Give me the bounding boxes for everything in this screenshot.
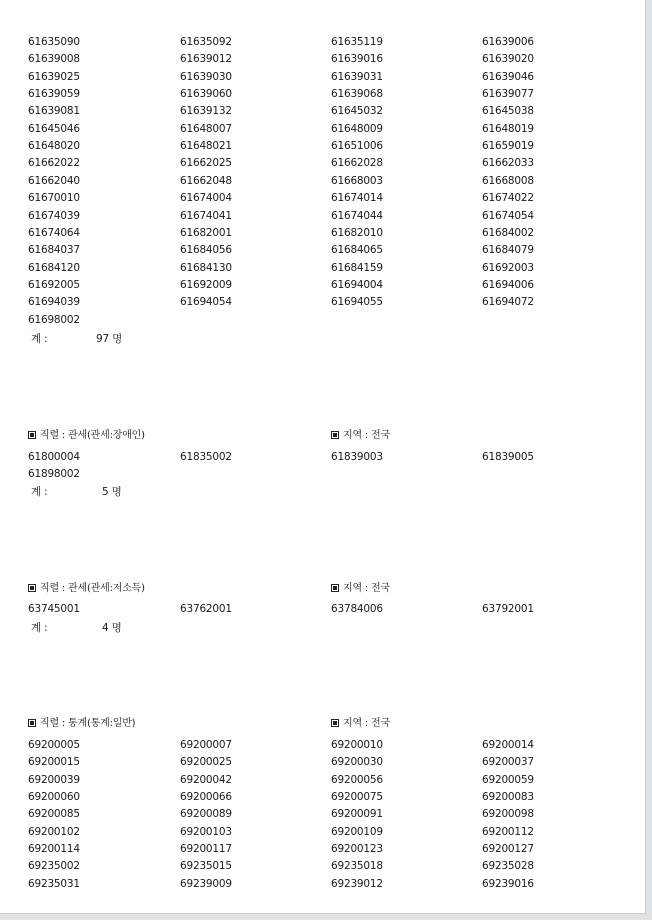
candidate-number: 69200098 bbox=[482, 808, 534, 821]
candidate-number: 61692005 bbox=[28, 278, 80, 291]
candidate-number: 61639060 bbox=[180, 88, 232, 101]
candidate-number: 61662028 bbox=[331, 157, 383, 170]
candidate-number: 69239016 bbox=[482, 877, 534, 890]
candidate-number: 61639132 bbox=[180, 105, 232, 118]
candidate-number: 69200112 bbox=[482, 825, 534, 838]
candidate-number: 61684065 bbox=[331, 244, 383, 257]
candidate-number: 61662048 bbox=[180, 174, 232, 187]
candidate-number: 61674004 bbox=[180, 192, 232, 205]
candidate-number: 61635090 bbox=[28, 36, 80, 48]
candidate-number: 61668003 bbox=[331, 174, 383, 187]
candidate-number: 61659019 bbox=[482, 140, 534, 153]
candidate-number: 69200014 bbox=[482, 739, 534, 751]
candidate-number: 61694072 bbox=[482, 296, 534, 309]
candidate-number: 61639025 bbox=[28, 70, 80, 83]
candidate-number: 61674014 bbox=[331, 192, 383, 205]
candidate-number: 61648007 bbox=[180, 122, 232, 135]
candidate-number: 61682001 bbox=[180, 226, 232, 239]
candidate-number: 69200059 bbox=[482, 773, 534, 786]
candidate-number: 69200037 bbox=[482, 756, 534, 769]
candidate-number: 69200060 bbox=[28, 791, 80, 804]
candidate-number: 63792001 bbox=[482, 603, 534, 615]
candidate-number: 69200015 bbox=[28, 756, 80, 769]
candidate-number: 61635119 bbox=[331, 36, 383, 48]
candidate-number: 63745001 bbox=[28, 603, 80, 615]
candidate-number: 69235018 bbox=[331, 860, 383, 873]
candidate-number: 69200025 bbox=[180, 756, 232, 769]
candidate-number: 69200109 bbox=[331, 825, 383, 838]
candidate-number: 69200103 bbox=[180, 825, 232, 838]
total-label: 계 : bbox=[31, 622, 48, 634]
candidate-number: 61839003 bbox=[331, 451, 383, 463]
square-bullet-icon bbox=[331, 719, 339, 727]
candidate-number: 69235002 bbox=[28, 860, 80, 873]
candidate-number: 61639030 bbox=[180, 70, 232, 83]
square-bullet-icon bbox=[28, 719, 36, 727]
candidate-number: 61639068 bbox=[331, 88, 383, 101]
square-bullet-icon bbox=[28, 584, 36, 592]
candidate-number: 61835002 bbox=[180, 451, 232, 463]
candidate-number: 61639012 bbox=[180, 53, 232, 66]
candidate-number: 69200114 bbox=[28, 843, 80, 856]
candidate-number: 63784006 bbox=[331, 603, 383, 615]
candidate-number: 61674041 bbox=[180, 209, 232, 222]
candidate-number: 61639059 bbox=[28, 88, 80, 101]
region-label bbox=[331, 718, 390, 730]
total-count: 4 명 bbox=[102, 622, 122, 634]
candidate-number: 61662033 bbox=[482, 157, 534, 170]
candidate-number: 69200102 bbox=[28, 825, 80, 838]
candidate-number: 61651006 bbox=[331, 140, 383, 153]
candidate-number: 69200007 bbox=[180, 739, 232, 751]
total-count: 5 명 bbox=[102, 486, 122, 498]
candidate-number: 61648019 bbox=[482, 122, 534, 135]
job-category-label bbox=[28, 430, 145, 442]
candidate-number: 61662022 bbox=[28, 157, 80, 170]
candidate-number: 61684079 bbox=[482, 244, 534, 257]
candidate-number: 69239009 bbox=[180, 877, 232, 890]
candidate-number: 61662040 bbox=[28, 174, 80, 187]
candidate-number: 61692009 bbox=[180, 278, 232, 291]
candidate-number: 69200117 bbox=[180, 843, 232, 856]
candidate-number: 69200127 bbox=[482, 843, 534, 856]
candidate-number: 69200075 bbox=[331, 791, 383, 804]
total-count: 97 명 bbox=[96, 333, 123, 345]
candidate-number: 61670010 bbox=[28, 192, 80, 205]
candidate-number: 69200083 bbox=[482, 791, 534, 804]
candidate-number: 61694039 bbox=[28, 296, 80, 309]
candidate-number: 61648021 bbox=[180, 140, 232, 153]
candidate-number: 61639031 bbox=[331, 70, 383, 83]
candidate-number: 61839005 bbox=[482, 451, 534, 463]
candidate-number: 69200030 bbox=[331, 756, 383, 769]
candidate-number: 69200005 bbox=[28, 739, 80, 751]
candidate-number: 61645032 bbox=[331, 105, 383, 118]
region-text: 지역 : 전국 bbox=[343, 583, 390, 594]
candidate-number: 61635092 bbox=[180, 36, 232, 48]
candidate-number: 61639016 bbox=[331, 53, 383, 66]
candidate-number: 69200056 bbox=[331, 773, 383, 786]
candidate-number: 61684120 bbox=[28, 261, 80, 274]
square-bullet-icon bbox=[331, 584, 339, 592]
candidate-number: 61645046 bbox=[28, 122, 80, 135]
job-category-text: 직렬 : 통계(통계:일반) bbox=[40, 718, 136, 729]
candidate-number: 61639046 bbox=[482, 70, 534, 83]
candidate-number: 61674064 bbox=[28, 226, 80, 239]
job-category-label bbox=[28, 583, 145, 595]
job-category-label bbox=[28, 718, 135, 730]
job-category-text: 직렬 : 관세(관세:저소득) bbox=[40, 583, 145, 594]
candidate-number: 61682010 bbox=[331, 226, 383, 239]
candidate-number: 61898002 bbox=[28, 468, 80, 481]
candidate-number: 61698002 bbox=[28, 313, 80, 326]
candidate-number: 69200042 bbox=[180, 773, 232, 786]
candidate-number: 61648020 bbox=[28, 140, 80, 153]
candidate-number: 69200039 bbox=[28, 773, 80, 786]
square-bullet-icon bbox=[28, 431, 36, 439]
candidate-number: 61668008 bbox=[482, 174, 534, 187]
candidate-number: 61694055 bbox=[331, 296, 383, 309]
candidate-number: 61639081 bbox=[28, 105, 80, 118]
region-label bbox=[331, 583, 390, 595]
region-text: 지역 : 전국 bbox=[343, 718, 390, 729]
candidate-number: 61639077 bbox=[482, 88, 534, 101]
candidate-number: 61662025 bbox=[180, 157, 232, 170]
candidate-number: 69235015 bbox=[180, 860, 232, 873]
region-label bbox=[331, 430, 390, 442]
candidate-number: 69200085 bbox=[28, 808, 80, 821]
candidate-number: 61694054 bbox=[180, 296, 232, 309]
candidate-number: 61694006 bbox=[482, 278, 534, 291]
candidate-number: 69235028 bbox=[482, 860, 534, 873]
candidate-number: 61684037 bbox=[28, 244, 80, 257]
candidate-number: 61645038 bbox=[482, 105, 534, 118]
candidate-number: 69200010 bbox=[331, 739, 383, 751]
candidate-number: 61674054 bbox=[482, 209, 534, 222]
candidate-number: 61684159 bbox=[331, 261, 383, 274]
candidate-number: 61639008 bbox=[28, 53, 80, 66]
candidate-number: 61674044 bbox=[331, 209, 383, 222]
candidate-number: 61674022 bbox=[482, 192, 534, 205]
candidate-number: 69200091 bbox=[331, 808, 383, 821]
candidate-number: 61648009 bbox=[331, 122, 383, 135]
candidate-number: 61692003 bbox=[482, 261, 534, 274]
candidate-number: 61639020 bbox=[482, 53, 534, 66]
candidate-number: 69200066 bbox=[180, 791, 232, 804]
candidate-number: 61639006 bbox=[482, 36, 534, 48]
candidate-number: 61684056 bbox=[180, 244, 232, 257]
candidate-number: 69239012 bbox=[331, 877, 383, 890]
candidate-number: 61684130 bbox=[180, 261, 232, 274]
candidate-number: 69235031 bbox=[28, 877, 80, 890]
candidate-number: 61800004 bbox=[28, 451, 80, 463]
candidate-number: 63762001 bbox=[180, 603, 232, 615]
square-bullet-icon bbox=[331, 431, 339, 439]
candidate-number: 61674039 bbox=[28, 209, 80, 222]
candidate-number: 61694004 bbox=[331, 278, 383, 291]
candidate-number: 69200123 bbox=[331, 843, 383, 856]
total-label: 계 : bbox=[31, 486, 48, 498]
job-category-text: 직렬 : 관세(관세:장애인) bbox=[40, 430, 145, 441]
total-label: 계 : bbox=[31, 333, 48, 345]
candidate-number: 61684002 bbox=[482, 226, 534, 239]
region-text: 지역 : 전국 bbox=[343, 430, 390, 441]
candidate-number: 69200089 bbox=[180, 808, 232, 821]
